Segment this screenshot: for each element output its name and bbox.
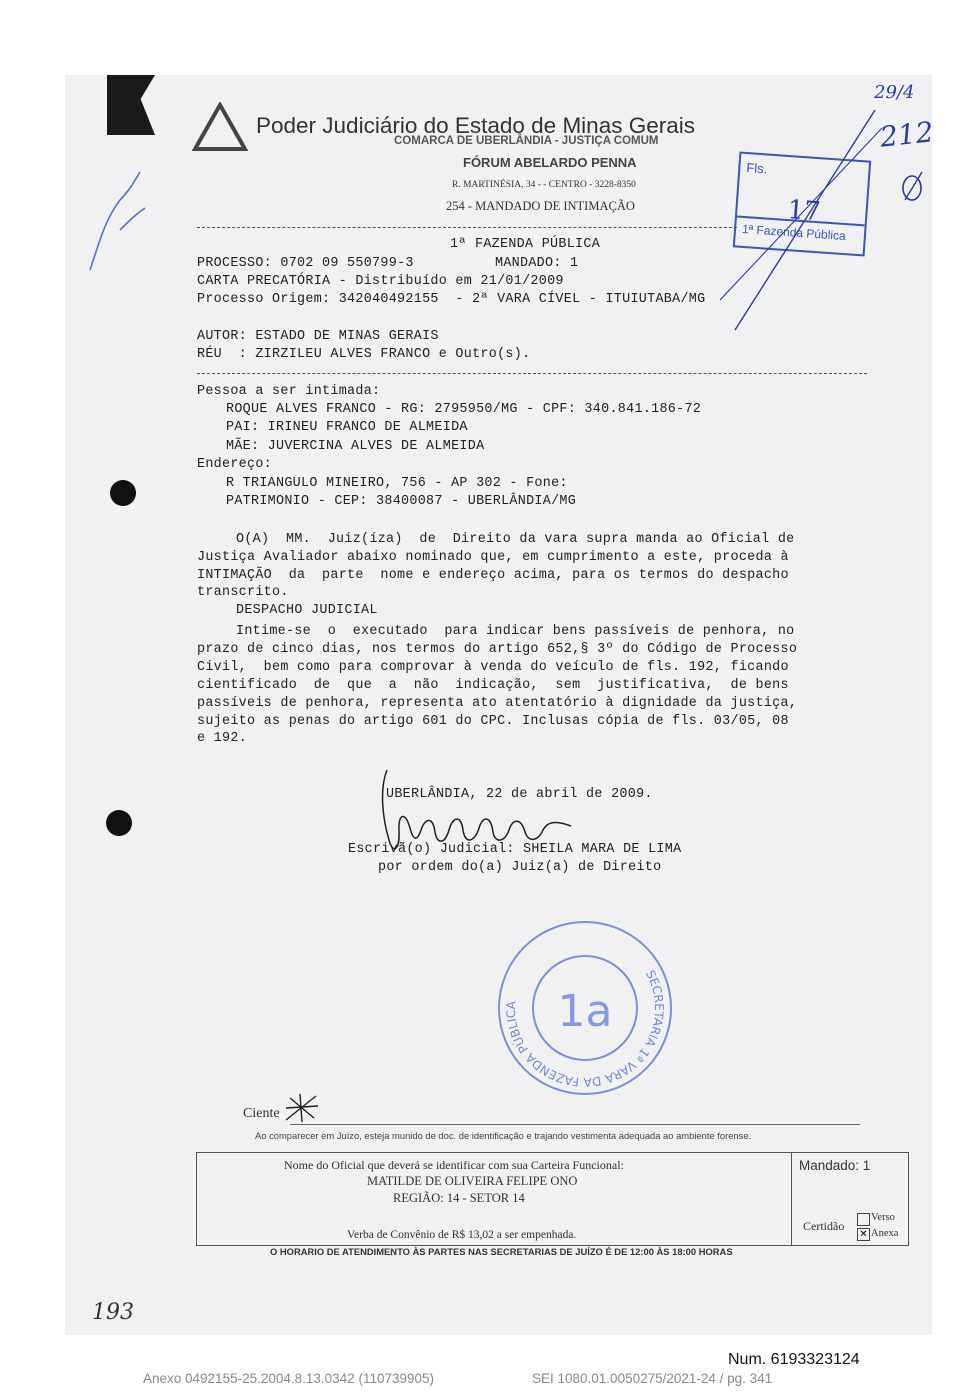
seal-center-text: 1a [557, 986, 613, 1037]
handwritten-number: 212 [878, 115, 936, 154]
checkbox-anexa[interactable]: ✕ [857, 1228, 870, 1241]
body-line-4: transcrito. [197, 585, 289, 600]
separator-middle [197, 373, 867, 374]
forum-address: R. MARTINÉSIA, 34 - - CENTRO - 3228-8350 [452, 180, 636, 190]
fls-stamp-number: 17 [786, 195, 822, 228]
certidao-label: Certidão [803, 1219, 845, 1233]
handwritten-page-ref: 29/4 [874, 82, 915, 103]
body-line-1: O(A) MM. Juiz(íza) de Direito da vara supra manda ao Oficial de [236, 532, 795, 547]
address-heading: Endereço: [197, 457, 273, 472]
person-father: PAI: IRINEU FRANCO DE ALMEIDA [226, 420, 468, 435]
forum-name: FÓRUM ABELARDO PENNA [463, 155, 637, 170]
punch-hole-upper [110, 480, 136, 506]
checkbox-verso[interactable] [857, 1213, 870, 1226]
vara-heading: 1ª FAZENDA PÚBLICA [450, 237, 601, 252]
verso-label: Verso [871, 1212, 895, 1223]
handwritten-scribble-lines [700, 100, 930, 340]
processo-number: PROCESSO: 0702 09 550799-3 [197, 256, 414, 271]
verba-convenio: Verba de Convênio de R$ 13,02 a ser empenhada. [347, 1229, 577, 1241]
officer-name: MATILDE DE OLIVEIRA FELIPE ONO [367, 1174, 578, 1188]
despacho-heading: DESPACHO JUDICIAL [236, 603, 378, 618]
punch-hole-lower [106, 810, 132, 836]
clerk-name: Escrivã(o) Judicial: SHEILA MARA DE LIMA [348, 842, 682, 857]
comarca-line: COMARCA DE UBERLÂNDIA - JUSTIÇA COMUM [394, 135, 659, 147]
body-line-12: e 192. [197, 731, 248, 746]
body-line-2: Justiça Avaliador abaixo nominado que, em cumprimento a este, proceda à [197, 550, 789, 565]
footer-annex: Anexo 0492155-25.2004.8.13.0342 (110739905) [143, 1371, 435, 1386]
body-line-6: Intime-se o executado para indicar bens passíveis de penhora, no [236, 624, 795, 639]
body-line-8: Civil, bem como para comprovar à venda do veículo de fls. 192, ficando [197, 660, 789, 675]
footer-sei: SEI 1080.01.0050275/2021-24 / pg. 341 [532, 1371, 773, 1386]
reu: RÉU : ZIRZILEU ALVES FRANCO e Outro(s). [197, 347, 531, 362]
person-name: ROQUE ALVES FRANCO - RG: 2795950/MG - CPF: 340.841.186-72 [226, 402, 702, 417]
autor: AUTOR: ESTADO DE MINAS GERAIS [197, 329, 439, 344]
document-num: Num. 6193323124 [728, 1351, 860, 1368]
body-line-10: passíveis de penhora, representa ato atentatório à dignidade da justiça, [197, 696, 798, 711]
seal-ring-text: SECRETARIA 1ª VARA DA FAZENDA PÚBLICA [503, 967, 667, 1090]
body-line-9: cientificado de que a não indicação, sem justificativa, de bens [197, 678, 789, 693]
judge-order: por ordem do(a) Juiz(a) de Direito [378, 860, 662, 875]
signature-date: UBERLÂNDIA, 22 de abril de 2009. [386, 787, 653, 802]
margin-scribble [80, 160, 160, 280]
court-logo-triangle [192, 102, 248, 152]
person-heading: Pessoa a ser intimada: [197, 384, 381, 399]
ciente-scribble [282, 1092, 322, 1124]
body-line-3: INTIMAÇÃO da parte nome e endereço acima, para os termos do despacho [197, 568, 789, 583]
anexa-label: Anexa [871, 1228, 899, 1239]
handwritten-page-number: 193 [92, 1300, 134, 1325]
secretaria-seal [495, 918, 675, 1098]
officer-box-heading: Nome do Oficial que deverá se identificar com sua Carteira Funcional: [284, 1158, 624, 1172]
body-line-7: prazo de cinco dias, nos termos do artigo 652,§ 3º do Código de Processo [197, 642, 798, 657]
hours-notice: O HORARIO DE ATENDIMENTO ÀS PARTES NAS SECRETARIAS DE JUÍZO É DE 12:00 ÀS 18:00 HORAS [270, 1246, 733, 1257]
court-title: Poder Judiciário do Estado de Minas Gerais [256, 113, 695, 138]
mandado-number: MANDADO: 1 [495, 256, 579, 271]
processo-origem: Processo Origem: 342040492155 - 2ª VARA CÍVEL - ITUIUTABA/MG [197, 292, 706, 307]
carta-precatoria: CARTA PRECATÓRIA - Distribuído em 21/01/2009 [197, 274, 564, 289]
officer-box [196, 1152, 909, 1246]
box-mandado: Mandado: 1 [799, 1158, 871, 1173]
ciente-label: Ciente [243, 1106, 280, 1121]
address-line-1: R TRIANGULO MINEIRO, 756 - AP 302 - Fone: [226, 476, 568, 491]
person-mother: MÃE: JUVERCINA ALVES DE ALMEIDA [226, 439, 485, 454]
separator-top [197, 227, 737, 228]
fls-stamp-section: 1ª Fazenda Pública [741, 221, 847, 244]
document-type: 254 - MANDADO DE INTIMAÇÃO [446, 199, 635, 213]
address-line-2: PATRIMONIO - CEP: 38400087 - UBERLÂNDIA/MG [226, 494, 577, 509]
fls-stamp-label: Fls. [745, 160, 768, 177]
body-line-11: sujeito as penas do artigo 601 do CPC. Inclusas cópia de fls. 03/05, 08 [197, 714, 789, 729]
officer-region: REGIÃO: 14 - SETOR 14 [393, 1191, 525, 1205]
ciente-line [290, 1124, 860, 1125]
ciente-notice: Ao comparecer em Juízo, esteja munido de doc. de identificação e trajando vestimenta adequada ao ambiente forense. [255, 1130, 752, 1141]
